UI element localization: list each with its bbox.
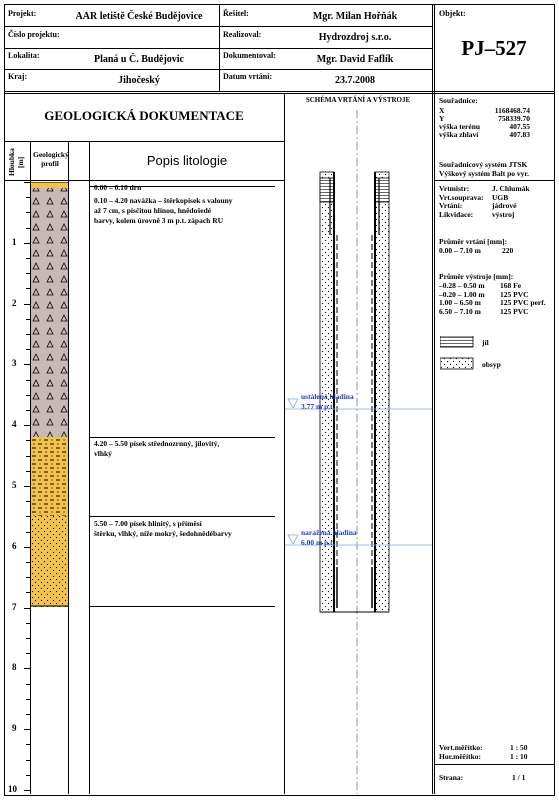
info-key: Vrtání: (439, 201, 463, 210)
realizoval-label: Realizoval: (223, 30, 262, 39)
pisek-jilovity-fill (31, 437, 68, 516)
kraj-value: Jihočeský (118, 75, 160, 86)
depth-tick (26, 775, 30, 776)
resitel-value: Mgr. Milan Hořňák (312, 11, 398, 22)
info-value: UGB (492, 192, 509, 202)
drn-fill (31, 182, 68, 188)
cislo-label: Číslo projektu: (8, 30, 60, 39)
objekt-value: PJ–527 (461, 36, 527, 60)
right-divider (434, 180, 554, 181)
col-divider-2 (68, 141, 69, 794)
depth-tick (26, 319, 30, 320)
depth-tick (26, 273, 30, 274)
info-value: J. Chlumák (492, 184, 530, 193)
water-level-1-value: 3.77 m p.t. (301, 402, 335, 411)
depth-tick (26, 760, 30, 761)
info-value: 125 PVC (500, 306, 529, 316)
right-panel-divider-2 (434, 4, 435, 794)
litho-3: 5.50 – 7.00 písek hlinitý, s příměsí štěrku, vlhký, níže mokrý, šedohnědébarvy (94, 519, 232, 538)
depth-tick (24, 729, 30, 730)
depth-tick (26, 532, 30, 533)
header-col-divider (219, 4, 220, 91)
schema-title: SCHÉMA VRTÁNÍ A VÝSTROJE (305, 96, 411, 104)
coords-system-1: Souřadnicový systém JTSK (439, 160, 528, 169)
scale-divider (434, 764, 554, 765)
litho-2: 4.20 – 5.50 písek střednozrnný, jílovitý, vlhký (94, 439, 220, 458)
scale-vert-value: 1 : 50 (510, 743, 528, 752)
legend-swatches (440, 336, 475, 370)
depth-label: 3 (12, 358, 17, 368)
depth-tick (26, 577, 30, 578)
depth-tick (26, 653, 30, 654)
header-divider (4, 91, 554, 92)
geo-profile (31, 182, 68, 607)
depth-tick (26, 684, 30, 685)
depth-tick (24, 608, 30, 609)
coords-key: výška zhlaví (439, 130, 479, 139)
col-divider-3 (89, 141, 90, 794)
page-title: GEOLOGICKÁ DOKUMENTACE (44, 108, 244, 123)
coords-value: 407.55 (509, 122, 530, 131)
info-key: 0.00 – 7.10 m (439, 246, 481, 255)
lokalita-label: Lokalita: (8, 51, 40, 60)
info-key: Vrt.souprava: (439, 192, 484, 202)
info-key: –0.20 – 1.00 m (439, 289, 485, 299)
depth-tick (26, 395, 30, 396)
depth-tick (26, 592, 30, 593)
info-value: výstroj (492, 209, 515, 219)
info-key: 6.50 – 7.10 m (439, 306, 481, 316)
header-row-3 (4, 69, 432, 70)
depth-label: 10 (8, 784, 17, 794)
lokalita-value: Planá u Č. Budějovic (93, 54, 184, 65)
datum-value: 23.7.2008 (335, 75, 375, 86)
navazka-fill (31, 188, 68, 437)
depth-tick (26, 440, 30, 441)
info-value: 125 PVC perf. (500, 298, 546, 307)
depth-tick (26, 197, 30, 198)
scale-hor-label: Hor.měřítko: (439, 752, 482, 761)
depth-label: 9 (12, 723, 17, 733)
info-key: Vrtmistr: (439, 184, 470, 193)
popis-header: Popis litologie (146, 153, 228, 168)
info-key: Likvidace: (439, 209, 474, 219)
coords-value: 407.83 (509, 130, 530, 139)
depth-label: 1 (12, 237, 17, 247)
well-schema (285, 110, 432, 794)
depth-tick (26, 744, 30, 745)
datum-label: Datum vrtání: (223, 72, 273, 81)
depth-label: 7 (12, 602, 17, 612)
depth-tick (24, 668, 30, 669)
depth-tick (24, 243, 30, 244)
litho-1: 0.10 – 4.20 navážka – štěrkopísek s valouny až 7 cm, s písčitou hlínou, hnědošedé barvy, kolem úrovně 3 m p.t. zápach RU (94, 196, 233, 225)
depth-tick (24, 304, 30, 305)
strana-value: 1 / 1 (512, 773, 526, 782)
litho-line-3 (89, 606, 275, 607)
coords-system-2: Výškový systém Balt po vyr. (439, 169, 529, 178)
info-key: 1.00 – 6.50 m (439, 298, 481, 307)
info-key: –0.28 – 0.50 m (439, 281, 485, 290)
coords-value: 1168468.74 (494, 106, 530, 115)
coords-key: X (439, 106, 445, 115)
depth-tick (26, 349, 30, 350)
header-row-2 (4, 48, 432, 49)
depth-label: 2 (12, 298, 17, 308)
realizoval-value: Hydrozdroj s.r.o. (318, 32, 392, 43)
depth-tick (26, 562, 30, 563)
legend-jil-swatch (440, 336, 473, 347)
depth-tick (24, 790, 30, 791)
depth-tick (26, 501, 30, 502)
depth-tick (26, 410, 30, 411)
coords-key: Y (439, 114, 445, 123)
depth-tick (26, 288, 30, 289)
depth-label: 5 (12, 480, 17, 490)
info-value: 125 PVC (500, 289, 529, 299)
water-level-1-label: ustálená hladina (301, 392, 354, 401)
litho-line-1 (89, 437, 275, 438)
depth-tick (26, 623, 30, 624)
col-header-top (4, 141, 284, 142)
info-value: 220 (502, 246, 514, 255)
depth-tick (24, 486, 30, 487)
header-row-1 (4, 26, 432, 27)
depth-tick (26, 212, 30, 213)
water-level-2-label: naražená hladina (301, 528, 357, 537)
dokumentoval-value: Mgr. David Faflík (316, 54, 394, 65)
depth-tick (24, 547, 30, 548)
depth-tick (26, 258, 30, 259)
depth-label: 8 (12, 662, 17, 672)
prumer-vrtani-title: Průměr vrtání [mm]: (439, 237, 508, 246)
litho-0 (94, 183, 141, 193)
info-value: jádrové (492, 201, 517, 210)
projekt-value: AAR letiště České Budějovice (75, 11, 203, 22)
hloubka-header: Hloubka [m] (7, 148, 25, 176)
litho-line-2 (89, 516, 275, 517)
depth-tick (26, 380, 30, 381)
kraj-label: Kraj: (8, 72, 28, 81)
projekt-label: Projekt: (8, 9, 37, 18)
dokumentoval-label: Dokumentoval: (223, 51, 276, 60)
depth-tick (24, 182, 30, 183)
depth-tick (24, 425, 30, 426)
profil-header: Geologický profil (33, 150, 69, 168)
scale-hor-value: 1 : 10 (510, 752, 528, 761)
legend-obsyp-swatch (440, 358, 473, 369)
depth-tick (26, 699, 30, 700)
right-panel-divider (432, 4, 433, 794)
header-divider-2 (4, 93, 554, 94)
depth-tick (26, 228, 30, 229)
resitel-label: Řešitel: (223, 9, 249, 18)
depth-tick (26, 516, 30, 517)
depth-tick (24, 364, 30, 365)
legend-obsyp-label: obsyp (482, 360, 501, 369)
coords-key: výška terénu (439, 122, 481, 131)
info-value: 168 Fe (500, 281, 522, 290)
coords-title: Souřadnice: (439, 96, 478, 105)
objekt-label: Objekt: (439, 9, 466, 18)
pisek-hlinity-fill (31, 516, 68, 607)
depth-label: 4 (12, 419, 17, 429)
depth-tick (26, 638, 30, 639)
scale-vert-label: Vert.měřítko: (439, 743, 483, 752)
depth-tick (26, 471, 30, 472)
water-level-2-value: 6.00 m p.t. (301, 538, 335, 547)
depth-tick (26, 714, 30, 715)
depth-tick (26, 334, 30, 335)
depth-label: 6 (12, 541, 17, 551)
coords-value: 758339.70 (498, 114, 530, 123)
col-header-bottom (4, 180, 284, 181)
prumer-vystroje-title: Průměr výstroje [mm]: (439, 272, 514, 281)
legend-jil-label: jíl (482, 338, 489, 347)
strana-label: Strana: (439, 773, 464, 782)
litho-0-text: 0.00 – 0.10 drn (94, 183, 142, 192)
depth-tick (26, 456, 30, 457)
